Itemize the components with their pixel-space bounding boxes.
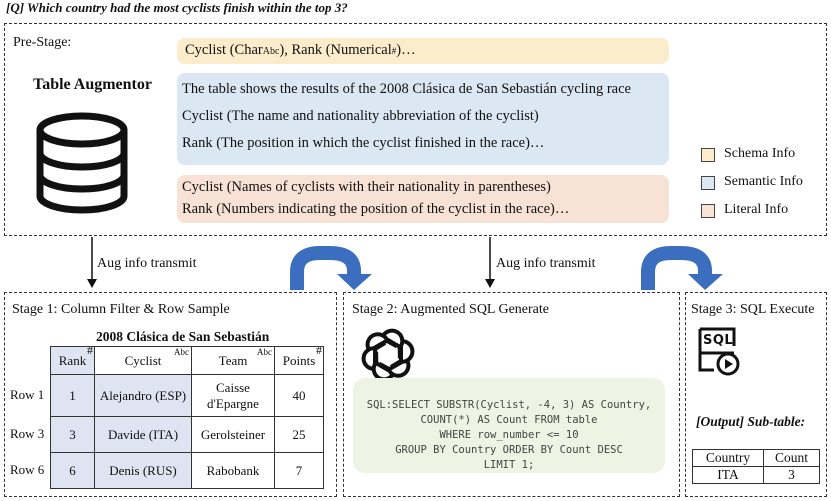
row-label: Row 1 (10, 387, 45, 402)
output-header-country: Country (693, 450, 764, 467)
sql-line: GROUP BY Country ORDER BY Count DESC (395, 444, 623, 456)
output-header-count: Count (763, 450, 819, 467)
schema-hash-mark: # (391, 46, 397, 56)
curved-arrow-icon (641, 246, 727, 292)
legend-semantic-label: Semantic Info (724, 174, 803, 189)
table-cell: 25 (275, 417, 324, 453)
sql-line: SQL:SELECT SUBSTR(Cyclist, -4, 3) AS Country, (366, 399, 652, 411)
table-header-cyclist (95, 347, 192, 375)
legend-schema-label: Schema Info (724, 146, 796, 161)
database-icon (30, 108, 135, 218)
table-header-points (275, 343, 324, 375)
table-cell: Rabobank (192, 453, 275, 489)
semantic-info-box (177, 73, 669, 165)
literal-info-box (177, 175, 669, 223)
stage2-title: Stage 2: Augmented SQL Generate (352, 302, 549, 317)
header-rank-label: Rank (58, 352, 87, 368)
sql-icon-label: SQL (703, 333, 734, 348)
table-cell: 3 (51, 417, 95, 453)
sql-query-box (353, 378, 665, 473)
numeric-type-icon: # (87, 343, 93, 357)
table-row (51, 417, 324, 453)
output-label: [Output] Sub-table: (696, 414, 806, 429)
output-table (692, 449, 820, 484)
table-row (693, 467, 820, 484)
header-team-label: Team (218, 352, 248, 368)
text-type-icon: Abc (257, 347, 272, 357)
numeric-type-icon: # (316, 343, 322, 357)
row-label: Row 6 (10, 462, 45, 477)
semantic-line: Cyclist (The name and nationality abbreviation of the cyclist) (182, 108, 539, 124)
sql-line: COUNT(*) AS Count FROM table (420, 414, 598, 426)
table-cell: 1 (51, 375, 95, 417)
table-cell: Davide (ITA) (95, 417, 192, 453)
header-points-label: Points (282, 352, 316, 368)
text-type-icon: Abc (174, 347, 189, 357)
sql-line: LIMIT 1; (483, 459, 535, 471)
legend-literal-label: Literal Info (724, 202, 789, 217)
table-cell: Gerolsteiner (192, 417, 275, 453)
header-cyclist-label: Cyclist (124, 352, 162, 368)
augmentor-title: Table Augmentor (33, 76, 152, 93)
table-row (51, 453, 324, 489)
transmit-label-1: Aug info transmit (97, 256, 197, 271)
table-cell: Alejandro (ESP) (95, 375, 192, 417)
schema-text-3: )… (396, 42, 416, 58)
table-cell: 7 (275, 453, 324, 489)
semantic-line: Rank (The position in which the cyclist finished in the race)… (182, 135, 545, 151)
table-cell: Denis (RUS) (95, 453, 192, 489)
sql-line: WHERE row_number <= 10 (439, 429, 579, 441)
legend-literal-swatch (701, 204, 715, 218)
schema-info-box (177, 38, 669, 64)
literal-line: Rank (Numbers indicating the position of the cyclist in the race)… (182, 201, 570, 217)
literal-line: Cyclist (Names of cyclists with their nationality in parentheses) (182, 179, 551, 195)
schema-text-2: ), Rank (Numerical (279, 42, 392, 58)
schema-abc-mark: Abc (262, 46, 280, 57)
output-cell-count: 3 (763, 467, 819, 484)
table-cell: Caisse d'Epargne (192, 375, 275, 417)
sql-document-icon (694, 326, 746, 376)
openai-icon (360, 327, 416, 383)
table-row (51, 375, 324, 417)
stage1-table-title: 2008 Clásica de San Sebastián (96, 329, 270, 344)
row-label: Row 3 (10, 426, 45, 441)
question: [Q] Which country had the most cyclists finish within the top 3? (6, 0, 348, 15)
table-cell: 40 (275, 375, 324, 417)
prestage-title: Pre-Stage: (13, 35, 72, 50)
stage1-title: Stage 1: Column Filter & Row Sample (12, 302, 230, 317)
down-arrow-icon (483, 237, 497, 289)
curved-arrow-icon (290, 246, 376, 292)
legend-schema-swatch (701, 148, 715, 162)
output-cell-country: ITA (693, 467, 764, 484)
table-header-team (192, 347, 275, 375)
table-header-rank (51, 343, 95, 375)
schema-text-1: Cyclist (Char (185, 42, 263, 58)
transmit-label-2: Aug info transmit (496, 256, 596, 271)
stage1-table (50, 343, 324, 489)
semantic-line: The table shows the results of the 2008 Clásica de San Sebastián cycling race (182, 81, 631, 97)
table-cell: 6 (51, 453, 95, 489)
legend-semantic-swatch (701, 176, 715, 190)
stage3-title: Stage 3: SQL Execute (691, 302, 815, 317)
